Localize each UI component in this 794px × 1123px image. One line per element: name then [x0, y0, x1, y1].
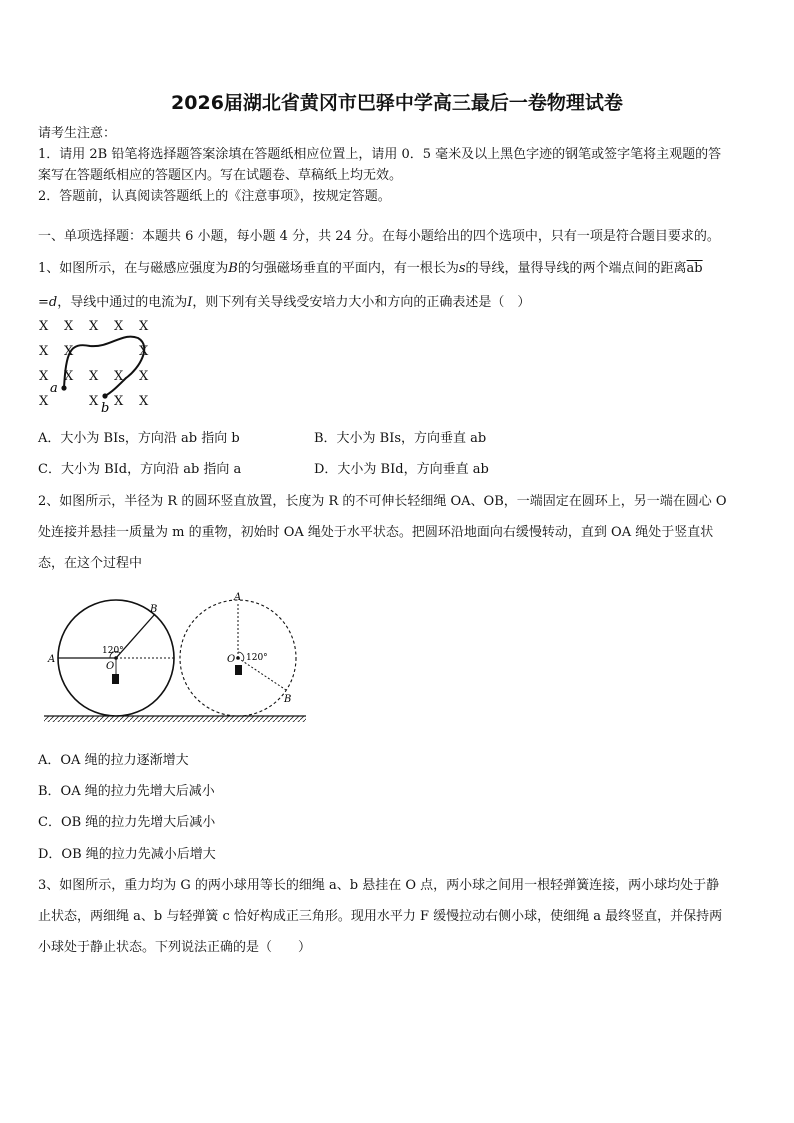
label-O-rotated: O: [227, 654, 236, 665]
field-mark: X: [39, 344, 49, 359]
notice-item-2: 2．答题前，认真阅读答题纸上的《注意事项》，按规定答题。: [38, 189, 391, 204]
field-mark: X: [89, 319, 99, 334]
notice-item-1-line-1: 1．请用 2B 铅笔将选择题答案涂填在答题纸相应位置上，请用 0．5 毫米及以上黑色字迹的钢笔或签字笔将主观题的答: [38, 147, 722, 162]
section-heading: 一、单项选择题：本题共 6 小题，每小题 4 分，共 24 分。在每小题给出的四个选项中，只有一项是符合题目要求的。: [38, 229, 720, 244]
label-O: O: [106, 661, 115, 672]
endpoint-b: [102, 393, 107, 398]
q1-line-1: [38, 257, 703, 276]
q2-option-b: B．OA 绳的拉力先增大后减小: [38, 784, 215, 799]
field-mark: X: [139, 369, 149, 384]
field-mark: X: [64, 369, 74, 384]
ground-hatch: [44, 716, 306, 722]
field-mark: X: [39, 369, 49, 384]
field-mark: X: [114, 369, 124, 384]
q1-ab-overline: $\overline{ab}$: [686, 261, 703, 276]
angle-label-rotated: 120°: [246, 653, 268, 663]
q2-line-1: 2、如图所示，半径为 R 的圆环竖直放置，长度为 R 的不可伸长轻细绳 OA、OB，一端固定在圆环上，另一端在圆心 O: [38, 494, 727, 509]
notice-heading: 请考生注意：: [38, 126, 117, 141]
page-title: 2026届湖北省黄冈市巴驿中学高三最后一卷物理试卷: [171, 92, 623, 114]
q2-option-d: D．OB 绳的拉力先减小后增大: [38, 847, 216, 862]
q3-line-2: 止状态，两细绳 a、b 与轻弹簧 c 恰好构成正三角形。现用水平力 F 缓慢拉动右侧小球，使细绳 a 最终竖直，并保持两: [38, 909, 723, 924]
field-mark: X: [64, 319, 74, 334]
q1-symbol-s: s: [458, 261, 466, 276]
label-b: b: [101, 401, 110, 416]
q1-option-a: A．大小为 BIs，方向沿 ab 指向 b: [38, 431, 240, 446]
q1-text-part: 的导线，量得导线的两个端点间的距离: [465, 261, 687, 276]
q3-line-1: 3、如图所示，重力均为 G 的两小球用等长的细绳 a、b 悬挂在 O 点，两小球之间用一根轻弹簧连接，两小球均处于静: [38, 878, 720, 893]
q2-line-3: 态，在这个过程中: [38, 556, 143, 571]
field-mark: X: [139, 394, 149, 409]
angle-label: 120°: [102, 646, 124, 656]
q3-line-3: 小球处于静止状态。下列说法正确的是（ ）: [38, 940, 312, 955]
q1-symbol-I: I: [187, 295, 193, 310]
label-B: B: [150, 604, 158, 615]
q1-text-part: 1、如图所示，在与磁感应强度为: [38, 261, 229, 276]
field-mark: X: [139, 319, 149, 334]
field-mark: X: [89, 394, 99, 409]
q2-option-a: A．OA 绳的拉力逐渐增大: [38, 753, 189, 768]
q1-symbol-d: d: [48, 295, 58, 310]
field-mark: X: [39, 319, 49, 334]
q1-line-2: [38, 291, 530, 310]
label-B-rotated: B: [284, 694, 292, 705]
q1-option-c: C．大小为 BId，方向沿 ab 指向 a: [38, 462, 242, 477]
q1-text-part: 的匀强磁场垂直的平面内，有一根长为: [237, 261, 459, 276]
label-A: A: [48, 654, 56, 665]
label-A-rotated: A: [234, 592, 242, 603]
label-a: a: [50, 381, 58, 396]
q2-option-c: C．OB 绳的拉力先增大后减小: [38, 815, 216, 830]
q1-symbol-B: B: [228, 261, 238, 276]
q1-magnetic-field-figure: [30, 312, 170, 420]
q1-text-part: =: [38, 295, 49, 310]
field-mark: X: [64, 344, 74, 359]
hanging-weight: [112, 674, 119, 684]
q2-line-2: 处连接并悬挂一质量为 m 的重物，初始时 OA 绳处于水平状态。把圆环沿地面向右缓慢转动，直到 OA 绳处于竖直状: [38, 525, 714, 540]
q1-text-part: ，导线中通过的电流为: [57, 295, 188, 310]
q1-text-part: ，则下列有关导线受安培力大小和方向的正确表述是（ ）: [192, 295, 531, 310]
endpoint-a: [61, 385, 66, 390]
field-mark: X: [114, 394, 124, 409]
field-mark: X: [114, 319, 124, 334]
field-mark: X: [89, 369, 99, 384]
q2-ring-figure: [40, 590, 310, 726]
wire-curve: [64, 337, 144, 396]
q1-option-d: D．大小为 BId，方向垂直 ab: [314, 462, 489, 477]
hanging-weight-rotated: [235, 665, 242, 675]
field-mark: X: [139, 344, 149, 359]
notice-item-1-line-2: 案写在答题纸相应的答题区内。写在试题卷、草稿纸上均无效。: [38, 168, 403, 183]
field-mark: X: [39, 394, 49, 409]
q1-option-b: B．大小为 BIs，方向垂直 ab: [314, 431, 487, 446]
